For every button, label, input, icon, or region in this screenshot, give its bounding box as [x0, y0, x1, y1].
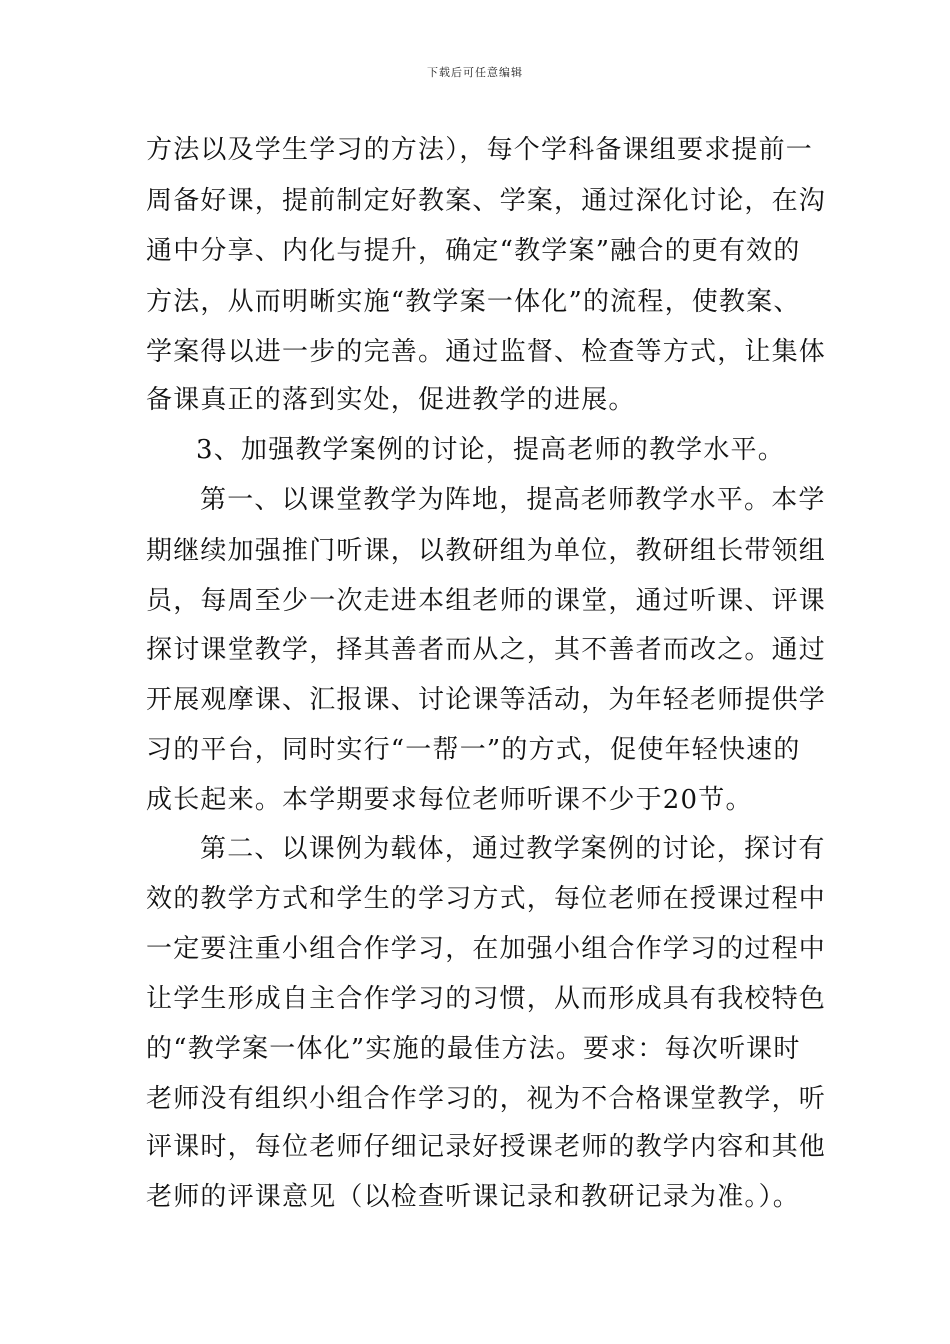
body-line-15: 第二、以课例为载体，通过教学案例的讨论，探讨有: [200, 834, 826, 864]
body-line-22: 老师的评课意见（以检查听课记录和教研记录为准。）。: [146, 1182, 801, 1212]
body-line-11: 探讨课堂教学，择其善者而从之，其不善者而改之。通过: [146, 635, 827, 665]
body-line-3: 通中分享、内化与提升，确定“教学案”融合的更有效的: [146, 236, 801, 266]
body-line-17: 一定要注重小组合作学习，在加强小组合作学习的过程中: [146, 934, 827, 964]
body-line-5: 学案得以进一步的完善。通过监督、检查等方式，让集体: [146, 337, 827, 367]
body-line-16: 效的教学方式和学生的学习方式，每位老师在授课过程中: [146, 884, 827, 914]
body-line-19: 的“教学案一体化”实施的最佳方法。要求：每次听课时: [146, 1034, 801, 1064]
body-line-12: 开展观摩课、汇报课、讨论课等活动，为年轻老师提供学: [146, 685, 827, 715]
body-line-18: 让学生形成自主合作学习的习惯，从而形成具有我校特色: [146, 984, 827, 1014]
body-line-1: 方法以及学生学习的方法），每个学科备课组要求提前一: [146, 135, 814, 165]
body-line-13: 习的平台，同时实行“一帮一”的方式，促使年轻快速的: [146, 735, 801, 765]
body-line-10: 员，每周至少一次走进本组老师的课堂，通过听课、评课: [146, 586, 827, 616]
body-line-21: 评课时，每位老师仔细记录好授课老师的教学内容和其他: [146, 1132, 827, 1162]
body-line-8: 第一、以课堂教学为阵地，提高老师教学水平。本学: [200, 485, 826, 515]
body-line-9: 期继续加强推门听课，以教研组为单位，教研组长带领组: [146, 536, 827, 566]
body-line-6: 备课真正的落到实处，促进教学的进展。: [146, 385, 636, 415]
body-line-2: 周备好课，提前制定好教案、学案，通过深化讨论，在沟: [146, 186, 827, 216]
body-line-20: 老师没有组织小组合作学习的，视为不合格课堂教学，听: [146, 1084, 827, 1114]
section-heading: 3、加强教学案例的讨论，提高老师的教学水平。: [196, 435, 785, 465]
body-line-4: 方法，从而明晰实施“教学案一体化”的流程，使教案、: [146, 287, 801, 317]
page-header: 下载后可任意编辑: [427, 66, 523, 79]
body-line-14: 成长起来。本学期要求每位老师听课不少于20节。: [146, 785, 753, 815]
